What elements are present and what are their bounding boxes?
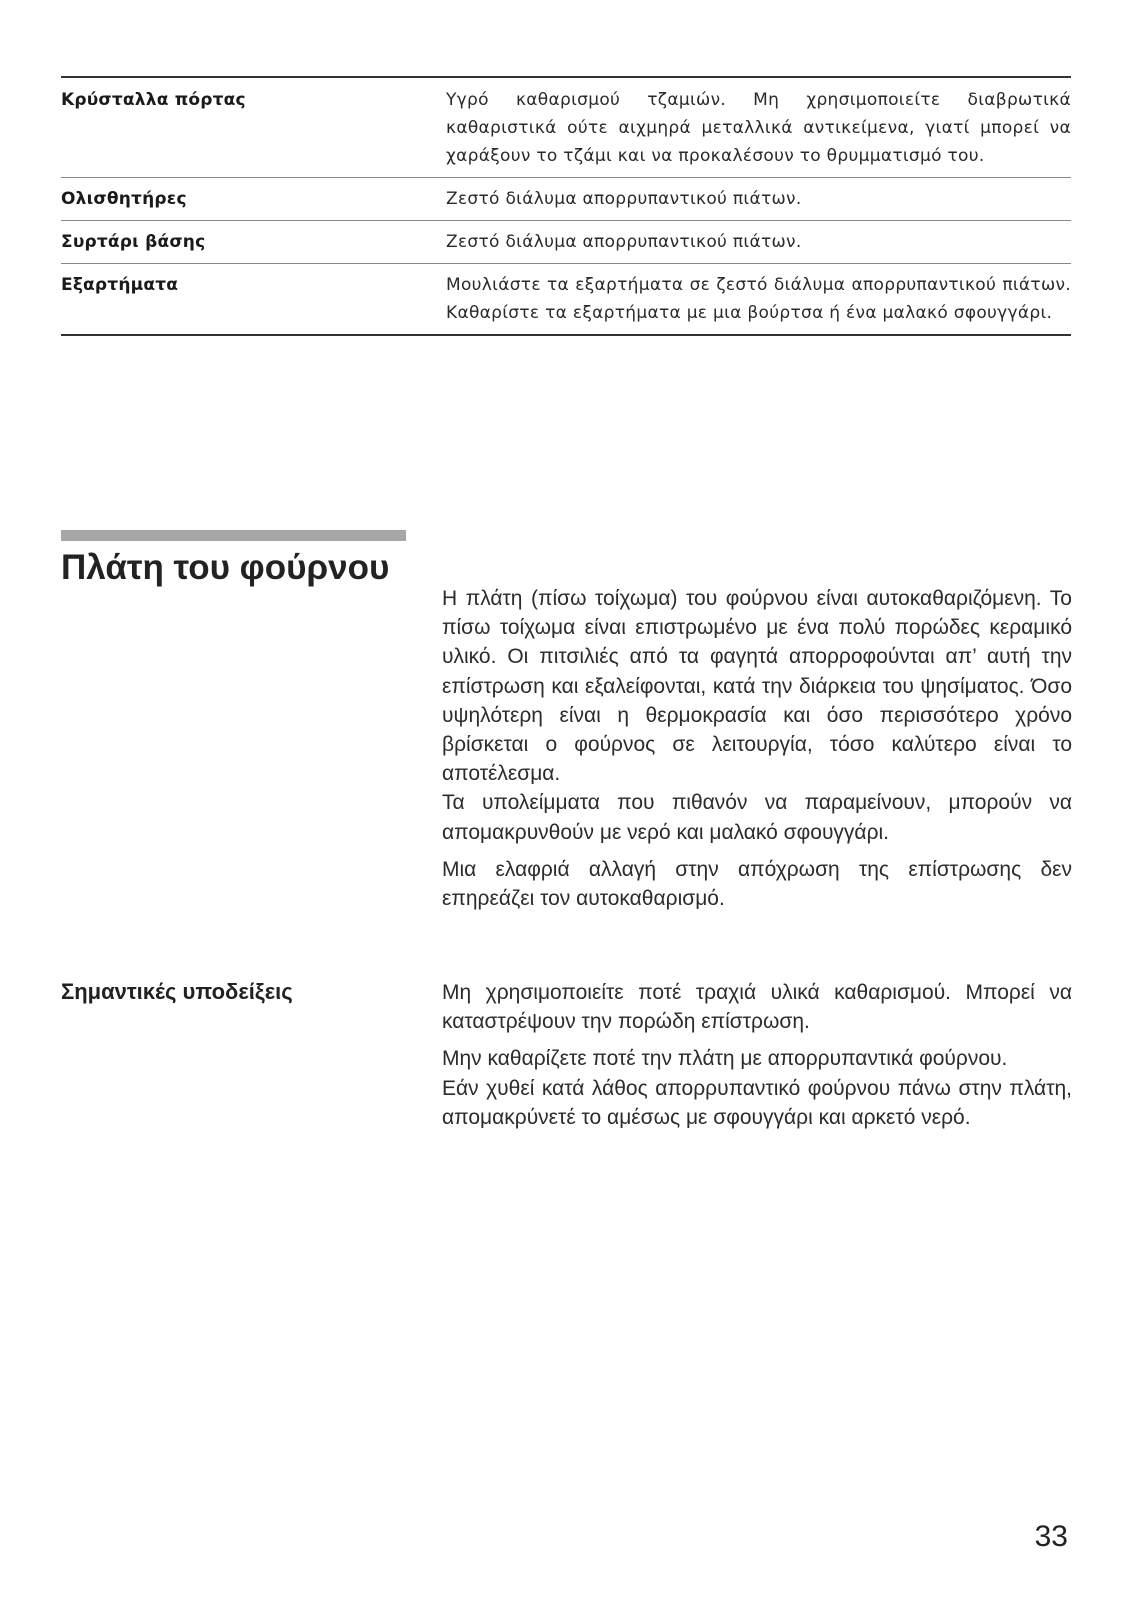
part-name: Συρτάρι βάσης — [61, 232, 206, 252]
part-name: Ολισθητήρες — [61, 189, 187, 209]
cleaning-method: Ζεστό διάλυμα απορρυπαντικού πιάτων. — [446, 189, 802, 209]
cleaning-table — [61, 76, 1071, 336]
note-paragraph: Εάν χυθεί κατά λάθος απορρυπαντικό φούρνου πάνω στην πλάτη, απομακρύνετέ το αμέσως με σφουγγάρι και αρκετό νερό. — [442, 1076, 1072, 1129]
cleaning-method: Υγρό καθαρισμού τζαμιών. Μη χρησιμοποιείτε διαβρωτικά καθαριστικά ούτε αιχμηρά μεταλλικά αντικείμενα, γιατί μπορεί να χαράξουν το τζάμι και να προκαλέσουν το θρυμματισμό του. — [446, 90, 1071, 166]
intro-paragraph: Τα υπολείμματα που πιθανόν να παραμείνουν, μπορούν να απομακρυνθούν με νερό και μαλακό σφουγγάρι. — [442, 791, 1072, 844]
note-paragraph: Μην καθαρίζετε ποτέ την πλάτη με απορρυπαντικά φούρνου. — [442, 1047, 1008, 1071]
part-name: Εξαρτήματα — [61, 275, 179, 295]
cleaning-method: Μουλιάστε τα εξαρτήματα σε ζεστό διάλυμα απορρυπαντικού πιάτων. Καθαρίστε τα εξαρτήματα με μια βούρτσα ή ένα μαλακό σφουγγάρι. — [446, 275, 1071, 323]
note-paragraph: Μη χρησιμοποιείτε ποτέ τραχιά υλικά καθαρισμού. Μπορεί να καταστρέψουν την πορώδη επίστρωση. — [442, 981, 1072, 1034]
section-divider-bar — [61, 530, 406, 541]
page-number: 33 — [1034, 1520, 1068, 1553]
section-title: Πλάτη του φούρνου — [61, 548, 390, 587]
intro-paragraph: Μια ελαφριά αλλαγή στην απόχρωση της επίστρωσης δεν επηρεάζει τον αυτοκαθαρισμό. — [442, 857, 1072, 911]
table-row — [61, 263, 1071, 334]
notes-heading: Σημαντικές υποδείξεις — [61, 979, 293, 1004]
notes-body — [442, 978, 1072, 1132]
intro-paragraph: Η πλάτη (πίσω τοίχωμα) του φούρνου είναι αυτοκαθαριζόμενη. Το πίσω τοίχωμα είναι επιστρωμένο με ένα πολύ πορώδες κεραμικό υλικό. Οι πιτσιλιές από τα φαγητά απορροφούνται απ’ αυτή την επίστρωση και εξαλείφονται, κατά την διάρκεια του ψησίματος. Όσο υψηλότερη είναι η θερμοκρασία και όσο περισσότερο χρόνο βρίσκεται ο φούρνος σε λειτουργία, τόσο καλύτερο είναι το αποτέλεσμα. — [442, 587, 1072, 786]
table-row — [61, 220, 1071, 263]
cleaning-method: Ζεστό διάλυμα απορρυπαντικού πιάτων. — [446, 232, 802, 252]
part-name: Κρύσταλλα πόρτας — [61, 90, 246, 110]
table-row — [61, 78, 1071, 177]
section-intro — [442, 584, 1072, 913]
table-row — [61, 177, 1071, 220]
